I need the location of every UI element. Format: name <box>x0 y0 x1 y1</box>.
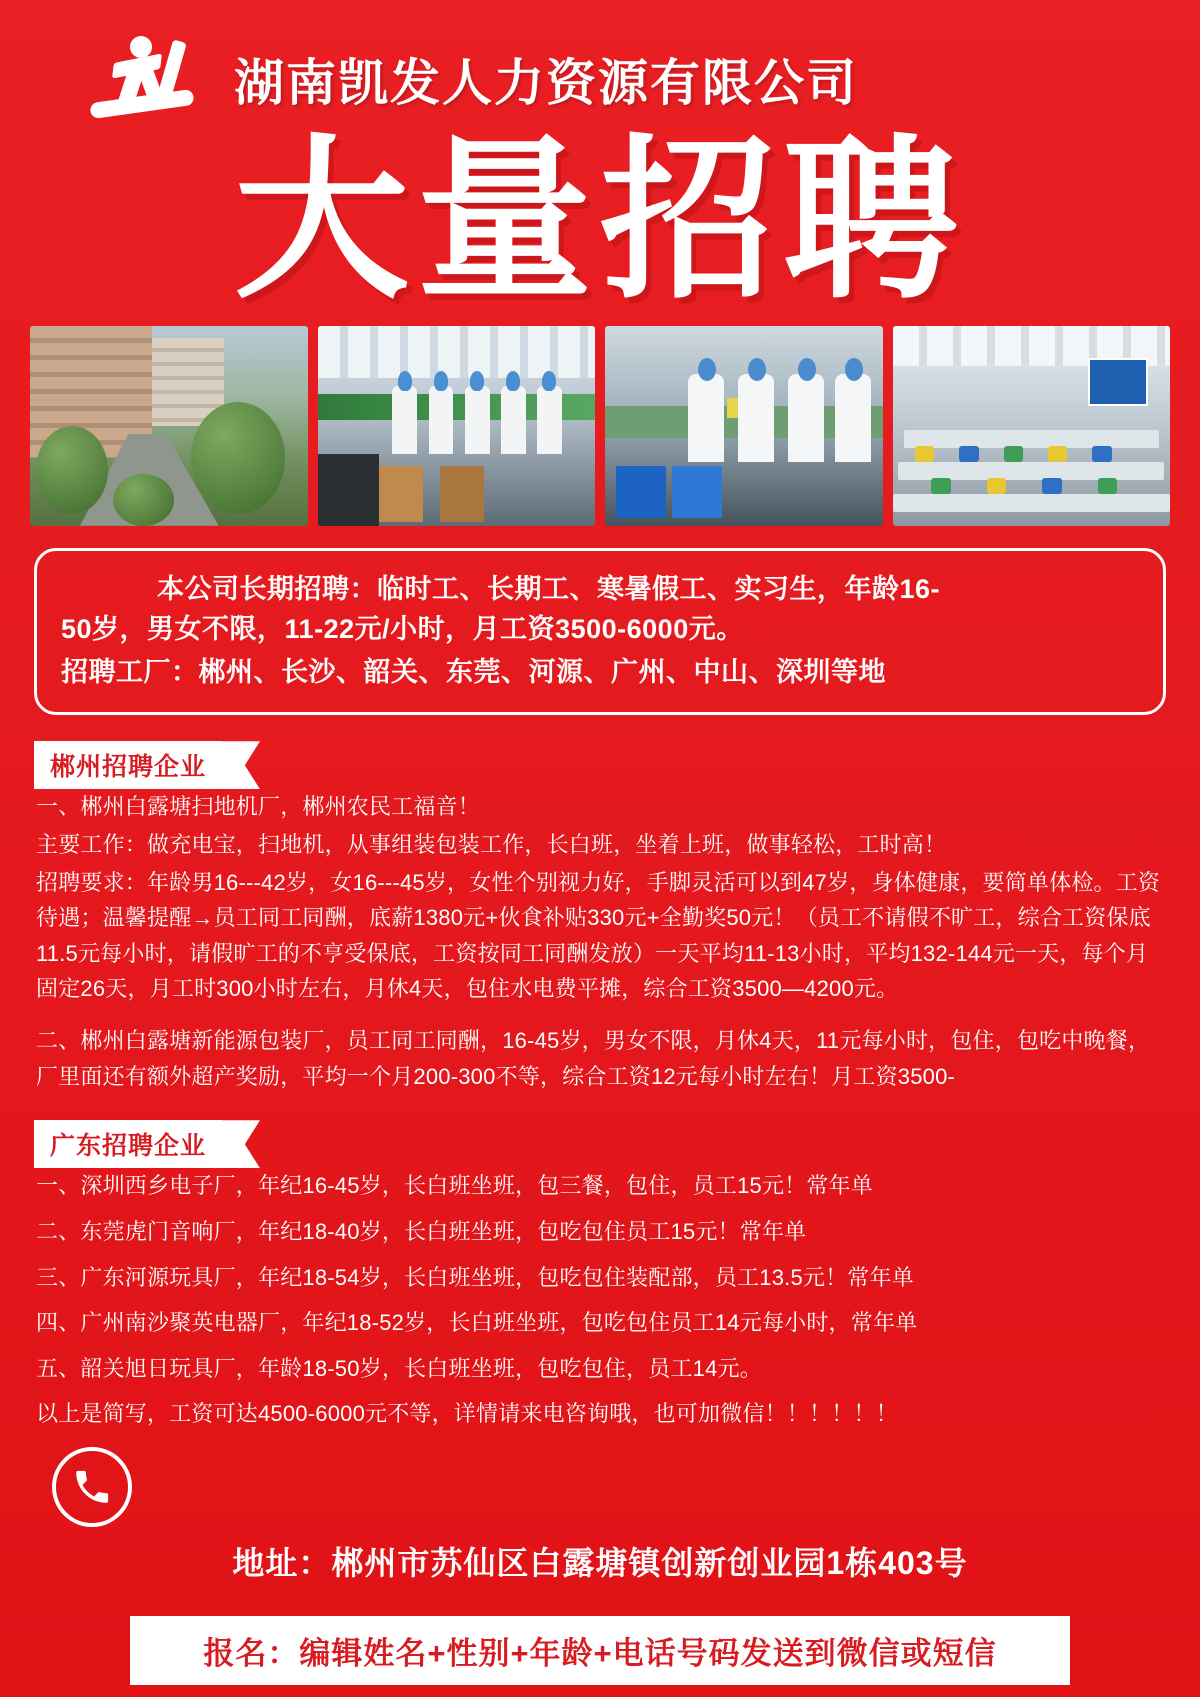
list-item: 三、广东河源玩具厂，年纪18-54岁，长白班坐班，包吃包住装配部，员工13.5元！常年单 <box>36 1264 914 1290</box>
highlight-line-1: 本公司长期招聘：临时工、长期工、寒暑假工、实习生，年龄16- <box>157 573 941 604</box>
chenzhou-para-2: 主要工作：做充电宝，扫地机，从事组装包装工作，长白班，坐着上班，做事轻松，工时高！ <box>36 831 947 857</box>
page-title: 大量招聘 <box>234 124 966 319</box>
contact-row <box>52 1448 1200 1526</box>
list-item: 一、深圳西乡电子厂，年纪16-45岁，长白班坐班，包三餐，包住，员工15元！常年单 <box>36 1173 873 1199</box>
ribbon-label: 郴州招聘企业 <box>34 741 222 789</box>
poster-header <box>0 0 1200 124</box>
guangdong-jobs <box>0 1168 1200 1432</box>
section-header-chenzhou <box>34 741 1200 781</box>
highlight-line-3: 招聘工厂：郴州、长沙、韶关、东莞、河源、广州、中山、深圳等地 <box>61 656 886 687</box>
address-text: 地址：郴州市苏仙区白露塘镇创新创业园1栋403号 <box>232 1545 968 1581</box>
signup-footer: 报名：编辑姓名+性别+年龄+电话号码发送到微信或短信 <box>130 1616 1070 1685</box>
chenzhou-para-3: 招聘要求：年龄男16---42岁，女16---45岁，女性个别视力好，手脚灵活可以到47岁，身体健康，要简单体检。工资待遇；温馨提醒→员工同工同酬，底薪1380元+伙食补贴330元+全勤奖50元！（员工不请假不旷工，综合工资保底11.5元每小时，请假旷工的不亨受保底，工资按同工同酬发放）一天平均11-13小时，平均132-144元一天，每个月固定26天，月工时300小时左右，月休4天，包住水电费平摊，综合工资3500—4200元。 <box>36 869 1161 1002</box>
highlight-box <box>34 548 1166 716</box>
chenzhou-para-1: 一、郴州白露塘扫地机厂，郴州农民工福音！ <box>36 794 481 820</box>
ribbon-label: 广东招聘企业 <box>34 1120 222 1168</box>
workers-packing-photo <box>605 326 883 526</box>
factory-campus-photo <box>30 326 308 526</box>
highlight-line-2: 50岁，男女不限，11-22元/小时，月工资3500-6000元。 <box>61 614 744 645</box>
section-header-guangdong <box>34 1120 1200 1160</box>
list-item: 二、东莞虎门音响厂，年纪18-40岁，长白班坐班，包吃包住员工15元！常年单 <box>36 1218 807 1244</box>
list-item: 五、韶关旭日玩具厂，年龄18-50岁，长白班坐班，包吃包住，员工14元。 <box>36 1355 762 1381</box>
list-item: 四、广州南沙聚英电器厂，年纪18-52岁，长白班坐班，包吃包住员工14元每小时，常年单 <box>36 1310 918 1336</box>
phone-icon <box>52 1447 132 1527</box>
assembly-line-photo <box>318 326 596 526</box>
canteen-photo <box>893 326 1171 526</box>
company-name: 湖南凯发人力资源有限公司 <box>234 55 858 111</box>
guangdong-note: 以上是简写，工资可达4500-6000元不等，详情请来电咨询哦，也可加微信！！！！！！ <box>36 1401 898 1427</box>
chenzhou-jobs <box>0 789 1200 1094</box>
running-person-logo-icon <box>90 34 220 124</box>
photo-strip <box>0 318 1200 526</box>
chenzhou-para-4: 二、郴州白露塘新能源包装厂，员工同工同酬，16-45岁，男女不限，月休4天，11元每小时，包住，包吃中晚餐，厂里面还有额外超产奖励，平均一个月200-300不等，综合工资12元每小时左右！月工资3500- <box>36 1028 1151 1089</box>
